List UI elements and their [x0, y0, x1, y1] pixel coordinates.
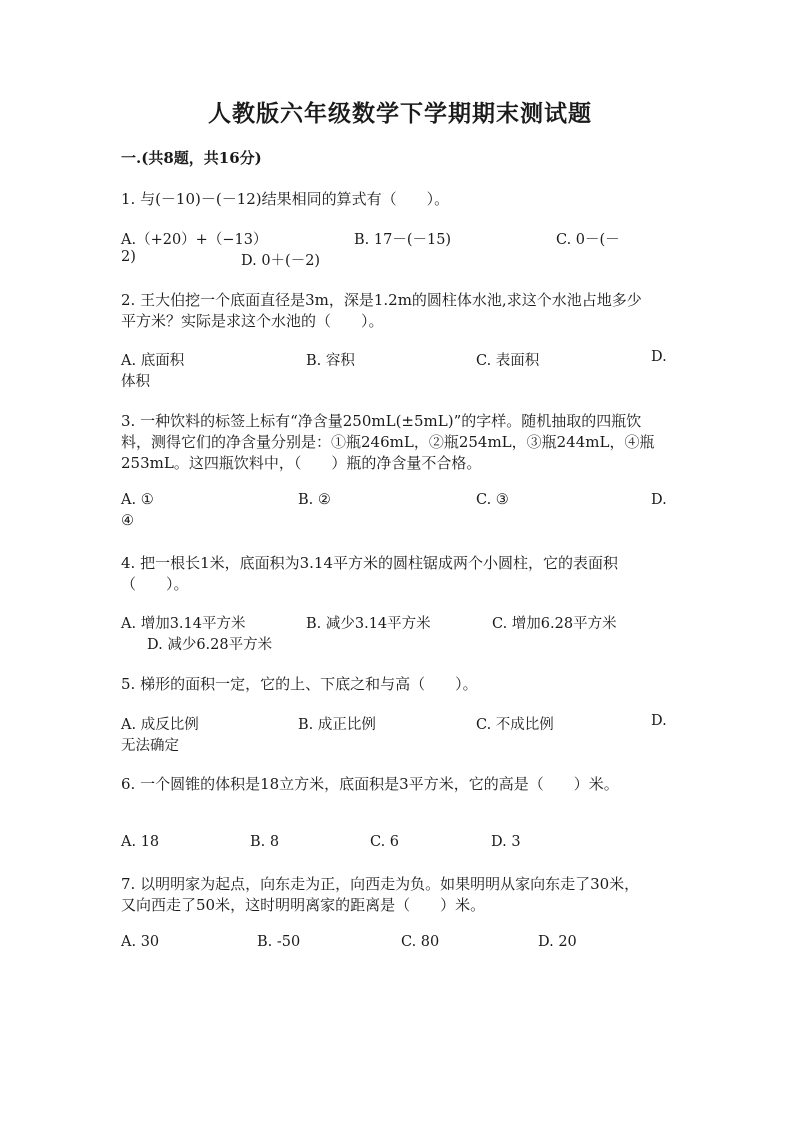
question-6-text: 6. 一个圆锥的体积是18立方米，底面积是3平方米，它的高是（ ）米。 [121, 775, 619, 793]
question-5-text: 5. 梯形的面积一定，它的上、下底之和与高（ ）。 [121, 675, 478, 693]
question-2-option-a: A. 底面积 [121, 353, 185, 369]
question-1-option-c-cont: 2) [121, 249, 136, 265]
question-5-option-b: B. 成正比例 [298, 717, 376, 733]
question-5-option-c: C. 不成比例 [476, 717, 554, 733]
question-1-option-d: D. 0＋(－2) [241, 253, 321, 269]
question-7-text-line1: 7. 以明明家为起点，向东走为正，向西走为负。如果明明从家向东走了30米， [121, 875, 640, 893]
question-1-option-c: C. 0－(－ [556, 232, 620, 248]
question-4-text-line2: （ ）。 [121, 575, 189, 593]
question-6-option-b: B. 8 [250, 834, 280, 850]
question-6-option-d: D. 3 [491, 834, 521, 850]
question-3-option-b: B. ② [298, 492, 331, 508]
question-1-text: 1. 与(－10)－(－12)结果相同的算式有（ ）。 [121, 190, 450, 208]
question-7-option-b: B. -50 [257, 934, 301, 950]
question-4-option-b: B. 减少3.14平方米 [306, 616, 431, 632]
question-2-option-d: D. [651, 349, 667, 365]
question-1-option-a: A.（+20）+（−13） [121, 232, 268, 248]
question-2-option-c: C. 表面积 [476, 353, 540, 369]
question-2-text-line2: 平方米？实际是求这个水池的（ ）。 [121, 312, 384, 330]
question-6-option-c: C. 6 [370, 834, 400, 850]
question-3-option-d: D. [651, 492, 667, 508]
question-6-option-a: A. 18 [121, 834, 160, 850]
question-2-text-line1: 2. 王大伯挖一个底面直径是3m，深是1.2m的圆柱体水池,求这个水池占地多少 [121, 291, 642, 309]
question-3-text-line3: 253mL。这四瓶饮料中，（ ）瓶的净含量不合格。 [121, 454, 482, 472]
question-3-text-line2: 料，测得它们的净含量分别是：①瓶246mL，②瓶254mL，③瓶244mL，④瓶 [121, 433, 655, 451]
question-3-text-line1: 3. 一种饮料的标签上标有“净含量250mL(±5mL)”的字样。随机抽取的四瓶饮 [121, 412, 642, 430]
question-2-option-b: B. 容积 [306, 353, 355, 369]
question-4-option-d: D. 减少6.28平方米 [147, 637, 273, 653]
question-5-option-d-cont: 无法确定 [121, 738, 179, 754]
question-3-option-d-cont: ④ [121, 513, 134, 529]
question-5-option-d: D. [651, 713, 667, 729]
question-4-option-a: A. 增加3.14平方米 [121, 616, 246, 632]
question-4-option-c: C. 增加6.28平方米 [492, 616, 617, 632]
question-7-option-d: D. 20 [538, 934, 577, 950]
question-7-text-line2: 又向西走了50米，这时明明离家的距离是（ ）米。 [121, 896, 486, 914]
question-7-option-a: A. 30 [121, 934, 160, 950]
section-heading: 一.(共8题，共16分) [121, 149, 262, 167]
question-2-option-d-cont: 体积 [121, 374, 150, 390]
question-4-text-line1: 4. 把一根长1米，底面积为3.14平方米的圆柱锯成两个小圆柱，它的表面积 [121, 554, 619, 572]
page-title: 人教版六年级数学下学期期末测试题 [208, 100, 592, 127]
question-7-option-c: C. 80 [401, 934, 440, 950]
question-3-option-c: C. ③ [476, 492, 509, 508]
question-3-option-a: A. ① [121, 492, 154, 508]
question-1-option-b: B. 17－(－15) [354, 232, 452, 248]
question-5-option-a: A. 成反比例 [121, 717, 199, 733]
